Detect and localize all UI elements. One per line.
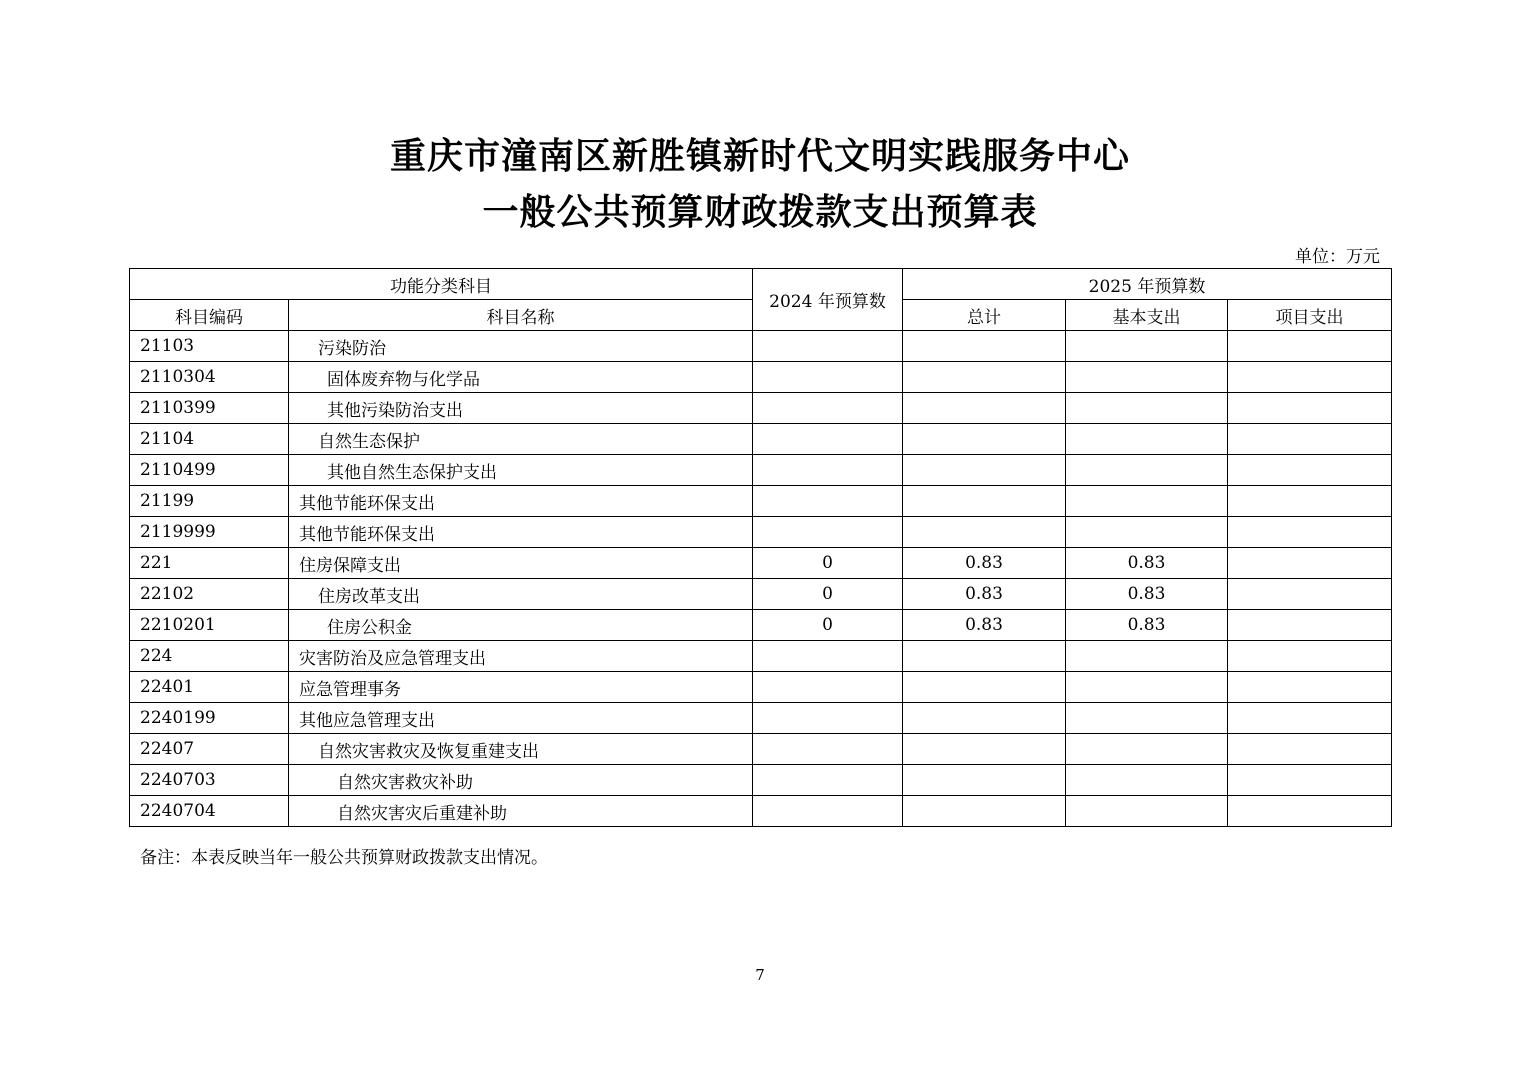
cell-total — [903, 703, 1066, 734]
cell-code: 2210201 — [130, 610, 289, 641]
cell-budget-2024: 0 — [753, 610, 903, 641]
cell-code: 21104 — [130, 424, 289, 455]
document-title-line1: 重庆市潼南区新胜镇新时代文明实践服务中心 — [389, 135, 1130, 177]
table-row — [130, 703, 1392, 734]
cell-name: 其他节能环保支出 — [289, 517, 753, 548]
cell-total: 0.83 — [903, 610, 1066, 641]
cell-code: 22407 — [130, 734, 289, 765]
table-body — [130, 331, 1392, 827]
cell-budget-2024 — [753, 796, 903, 827]
cell-project — [1228, 672, 1392, 703]
table-row — [130, 734, 1392, 765]
header-name: 科目名称 — [289, 300, 753, 331]
cell-budget-2024 — [753, 331, 903, 362]
cell-basic — [1066, 331, 1228, 362]
cell-total — [903, 672, 1066, 703]
footnote: 备注：本表反映当年一般公共预算财政拨款支出情况。 — [140, 848, 548, 868]
cell-budget-2024 — [753, 486, 903, 517]
cell-code: 2240199 — [130, 703, 289, 734]
cell-basic — [1066, 703, 1228, 734]
table-row — [130, 610, 1392, 641]
table-row — [130, 672, 1392, 703]
cell-code: 2110399 — [130, 393, 289, 424]
cell-budget-2024: 0 — [753, 579, 903, 610]
cell-project — [1228, 455, 1392, 486]
table-row — [130, 548, 1392, 579]
cell-name: 住房改革支出 — [289, 579, 753, 610]
cell-budget-2024: 0 — [753, 548, 903, 579]
cell-name: 灾害防治及应急管理支出 — [289, 641, 753, 672]
header-budget-2025: 2025 年预算数 — [903, 269, 1392, 300]
cell-code: 224 — [130, 641, 289, 672]
table-row — [130, 641, 1392, 672]
cell-budget-2024 — [753, 734, 903, 765]
cell-project — [1228, 765, 1392, 796]
cell-name: 其他应急管理支出 — [289, 703, 753, 734]
cell-basic — [1066, 517, 1228, 548]
table-row — [130, 765, 1392, 796]
header-basic: 基本支出 — [1066, 300, 1228, 331]
cell-name: 自然生态保护 — [289, 424, 753, 455]
header-budget-2024: 2024 年预算数 — [753, 269, 903, 331]
cell-basic — [1066, 796, 1228, 827]
cell-name: 自然灾害灾后重建补助 — [289, 796, 753, 827]
cell-name: 固体废弃物与化学品 — [289, 362, 753, 393]
cell-budget-2024 — [753, 517, 903, 548]
table-row — [130, 424, 1392, 455]
cell-budget-2024 — [753, 362, 903, 393]
cell-code: 21199 — [130, 486, 289, 517]
table-row — [130, 455, 1392, 486]
cell-code: 22102 — [130, 579, 289, 610]
header-code: 科目编码 — [130, 300, 289, 331]
cell-basic: 0.83 — [1066, 579, 1228, 610]
cell-total: 0.83 — [903, 579, 1066, 610]
cell-basic — [1066, 424, 1228, 455]
header-func-category: 功能分类科目 — [130, 269, 753, 300]
cell-basic — [1066, 362, 1228, 393]
cell-budget-2024 — [753, 703, 903, 734]
cell-name: 住房公积金 — [289, 610, 753, 641]
cell-project — [1228, 362, 1392, 393]
cell-budget-2024 — [753, 641, 903, 672]
budget-table — [129, 268, 1392, 827]
unit-label: 单位：万元 — [1295, 247, 1380, 267]
table-row — [130, 393, 1392, 424]
cell-project — [1228, 610, 1392, 641]
cell-budget-2024 — [753, 672, 903, 703]
cell-budget-2024 — [753, 424, 903, 455]
cell-total — [903, 393, 1066, 424]
cell-basic — [1066, 672, 1228, 703]
cell-project — [1228, 641, 1392, 672]
cell-name: 其他污染防治支出 — [289, 393, 753, 424]
cell-project — [1228, 734, 1392, 765]
cell-budget-2024 — [753, 765, 903, 796]
cell-code: 2240704 — [130, 796, 289, 827]
cell-project — [1228, 424, 1392, 455]
cell-project — [1228, 579, 1392, 610]
cell-total — [903, 765, 1066, 796]
cell-project — [1228, 517, 1392, 548]
cell-name: 应急管理事务 — [289, 672, 753, 703]
cell-project — [1228, 393, 1392, 424]
table-row — [130, 517, 1392, 548]
table-row — [130, 579, 1392, 610]
cell-project — [1228, 548, 1392, 579]
cell-basic — [1066, 641, 1228, 672]
cell-basic — [1066, 393, 1228, 424]
cell-name: 污染防治 — [289, 331, 753, 362]
cell-name: 自然灾害救灾及恢复重建支出 — [289, 734, 753, 765]
cell-code: 22401 — [130, 672, 289, 703]
page-number: 7 — [755, 966, 765, 984]
cell-basic: 0.83 — [1066, 610, 1228, 641]
document-title-line2: 一般公共预算财政拨款支出预算表 — [482, 191, 1038, 233]
table-row — [130, 362, 1392, 393]
cell-name: 住房保障支出 — [289, 548, 753, 579]
cell-name: 其他自然生态保护支出 — [289, 455, 753, 486]
cell-code: 2110499 — [130, 455, 289, 486]
cell-basic — [1066, 455, 1228, 486]
cell-code: 221 — [130, 548, 289, 579]
cell-total: 0.83 — [903, 548, 1066, 579]
cell-code: 2119999 — [130, 517, 289, 548]
cell-total — [903, 734, 1066, 765]
cell-total — [903, 517, 1066, 548]
cell-total — [903, 362, 1066, 393]
cell-code: 2110304 — [130, 362, 289, 393]
table-row — [130, 796, 1392, 827]
cell-code: 2240703 — [130, 765, 289, 796]
cell-total — [903, 796, 1066, 827]
header-project: 项目支出 — [1228, 300, 1392, 331]
cell-total — [903, 641, 1066, 672]
cell-budget-2024 — [753, 393, 903, 424]
table-row — [130, 331, 1392, 362]
cell-total — [903, 424, 1066, 455]
cell-project — [1228, 486, 1392, 517]
cell-name: 自然灾害救灾补助 — [289, 765, 753, 796]
cell-project — [1228, 331, 1392, 362]
cell-project — [1228, 703, 1392, 734]
cell-budget-2024 — [753, 455, 903, 486]
cell-basic — [1066, 734, 1228, 765]
cell-basic — [1066, 765, 1228, 796]
cell-basic: 0.83 — [1066, 548, 1228, 579]
cell-total — [903, 486, 1066, 517]
cell-basic — [1066, 486, 1228, 517]
cell-total — [903, 455, 1066, 486]
table-row — [130, 486, 1392, 517]
cell-total — [903, 331, 1066, 362]
cell-name: 其他节能环保支出 — [289, 486, 753, 517]
cell-code: 21103 — [130, 331, 289, 362]
header-total: 总计 — [903, 300, 1066, 331]
cell-project — [1228, 796, 1392, 827]
